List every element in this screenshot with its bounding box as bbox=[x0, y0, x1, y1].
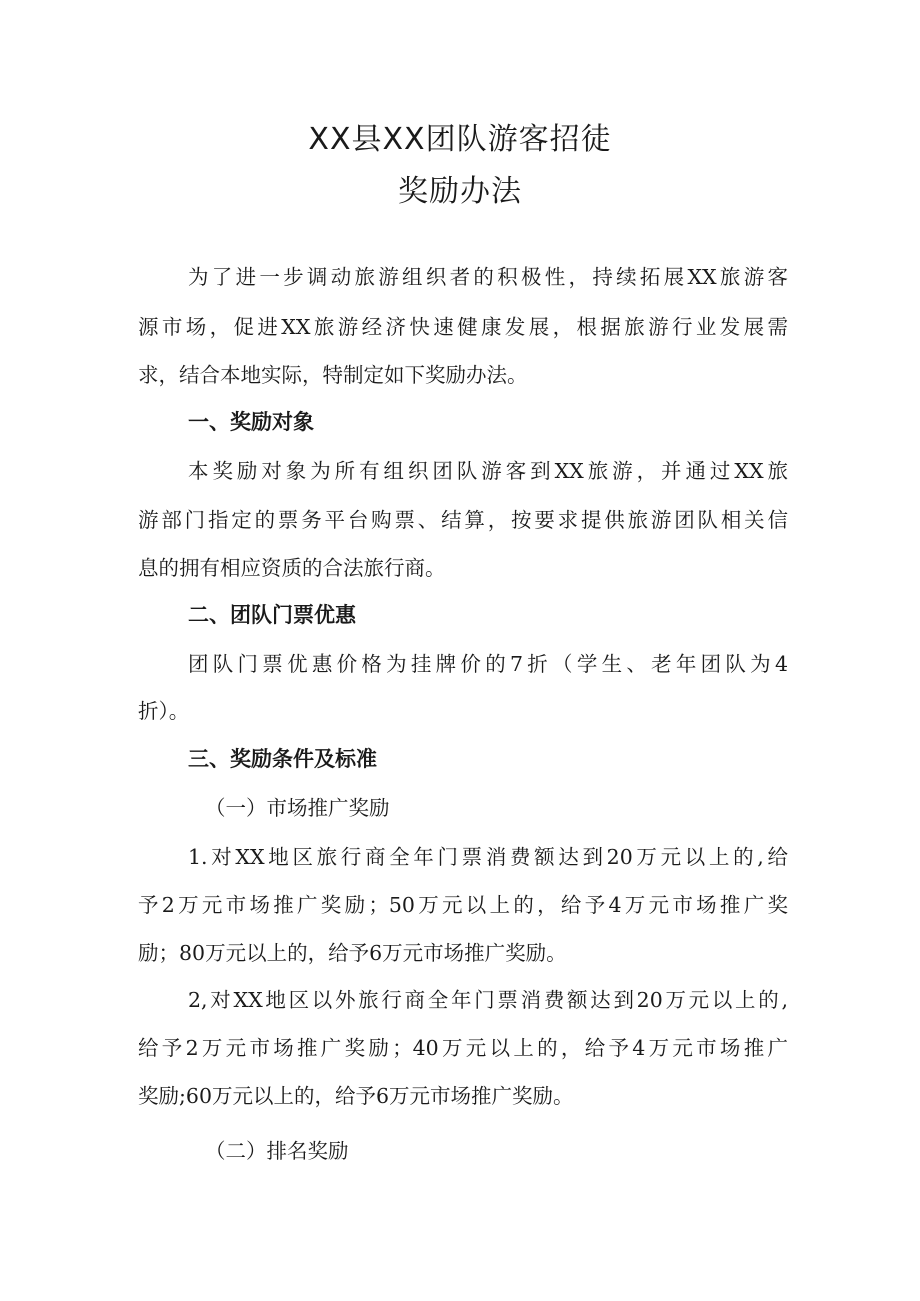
subsection1-heading: （一）市场推广奖励 bbox=[205, 796, 390, 820]
section1-line3: 息的拥有相应资质的合法旅行商。 bbox=[138, 556, 446, 580]
item1-line2: 予2万元市场推广奖励；50万元以上的，给予4万元市场推广奖 bbox=[138, 893, 788, 917]
section1-line1: 本奖励对象为所有组织团队游客到XX旅游，并通过XX旅 bbox=[188, 459, 788, 483]
section3-heading: 三、奖励条件及标准 bbox=[188, 747, 377, 771]
intro-line3: 求，结合本地实际，特制定如下奖励办法。 bbox=[138, 363, 528, 387]
intro-line1: 为了进一步调动旅游组织者的积极性，持续拓展XX旅游客 bbox=[188, 265, 788, 289]
section1-line2: 游部门指定的票务平台购票、结算，按要求提供旅游团队相关信 bbox=[138, 508, 788, 532]
item1-line1: 1.对XX地区旅行商全年门票消费额达到20万元以上的,给 bbox=[188, 845, 788, 869]
section2-heading: 二、团队门票优惠 bbox=[188, 603, 356, 627]
section2-line1: 团队门票优惠价格为挂牌价的7折（学生、老年团队为4 bbox=[188, 652, 788, 676]
section1-heading: 一、奖励对象 bbox=[188, 410, 314, 434]
document-title-line1: XX县XX团队游客招徒 bbox=[308, 122, 612, 157]
item2-line3: 奖励;60万元以上的，给予6万元市场推广奖励。 bbox=[138, 1084, 574, 1108]
subsection2-heading: （二）排名奖励 bbox=[205, 1139, 349, 1163]
document-title-line2: 奖励办法 bbox=[398, 174, 522, 209]
item2-line1: 2,对XX地区以外旅行商全年门票消费额达到20万元以上的, bbox=[188, 988, 788, 1012]
section2-line2: 折）。 bbox=[138, 699, 190, 723]
item2-line2: 给予2万元市场推广奖励；40万元以上的，给予4万元市场推广 bbox=[138, 1036, 788, 1060]
intro-line2: 源市场，促进XX旅游经济快速健康发展，根据旅游行业发展需 bbox=[138, 315, 788, 339]
item1-line3: 励；80万元以上的，给予6万元市场推广奖励。 bbox=[138, 941, 567, 965]
